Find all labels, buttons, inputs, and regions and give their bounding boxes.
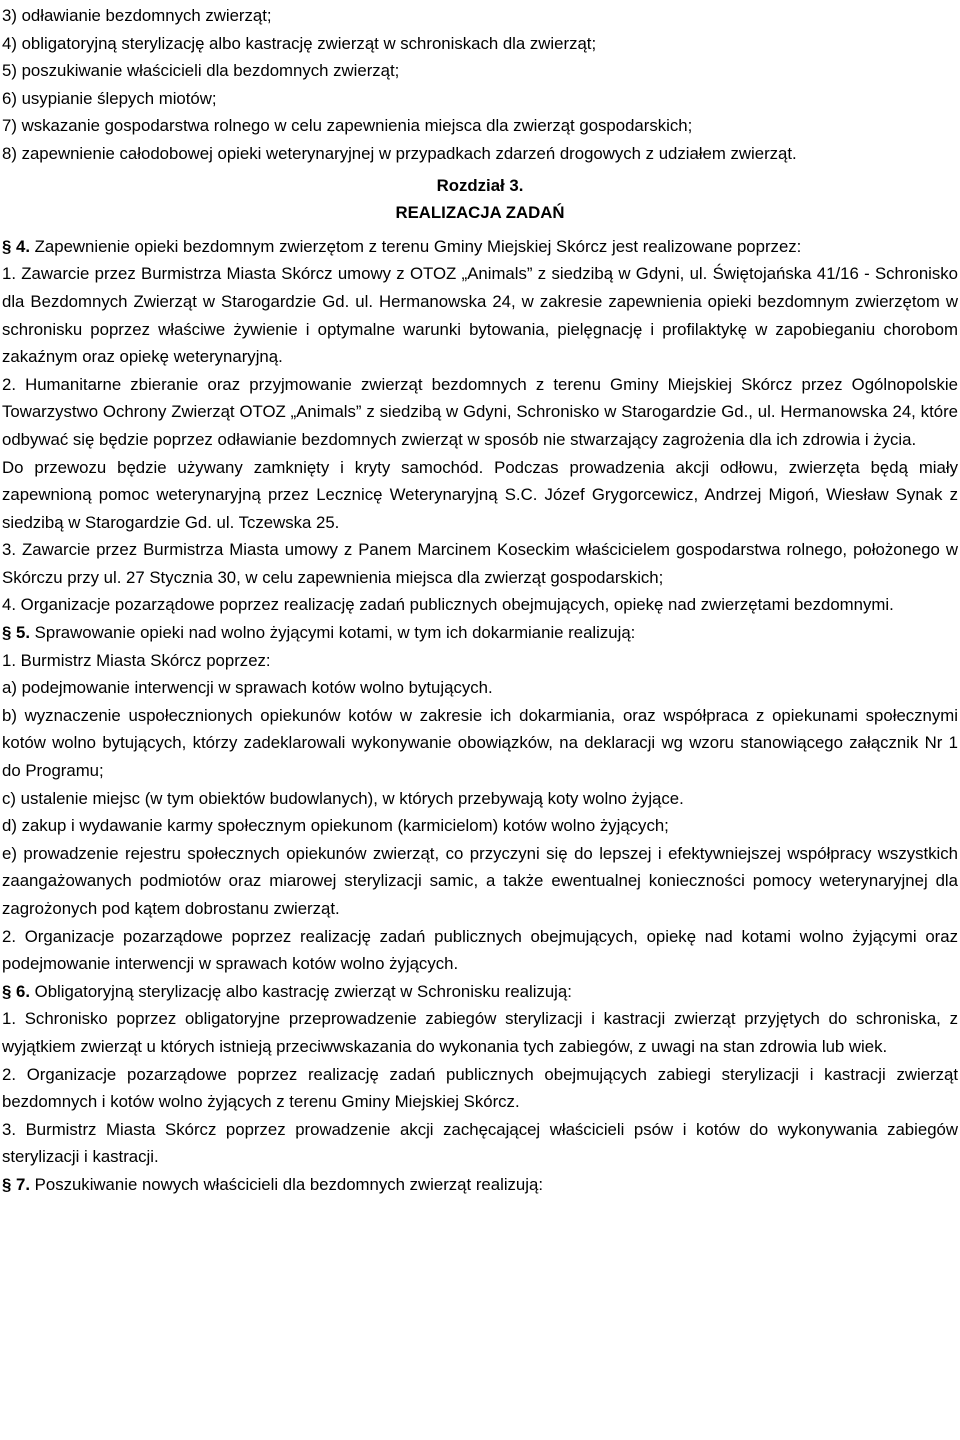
section-6-intro xyxy=(2,978,958,1006)
section-6-item-2: 2. Organizacje pozarządowe poprzez realizację zadań publicznych obejmujących zabiegi sterylizacji i kastracji zwierząt bezdomnych i kotów wolno żyjących z terenu Gminy Miejskiej Skórcz. xyxy=(2,1064,958,1112)
section-5-intro-text: Sprawowanie opieki nad wolno żyjącymi kotami, w tym ich dokarmianie realizują: xyxy=(34,623,636,643)
section-5-item-a: a) podejmowanie interwencji w sprawach kotów wolno bytujących. xyxy=(2,678,493,698)
list-item-5: 5) poszukiwanie właścicieli dla bezdomnych zwierząt; xyxy=(2,61,400,81)
section-4-item-2: 2. Humanitarne zbieranie oraz przyjmowanie zwierząt bezdomnych z terenu Gminy Miejskiej Skórcz przez Ogólnopolskie Towarzystwo Ochrony Zwierząt OTOZ „Animals” z siedzibą w Gdyni, Schronisko w Starogardzie Gd., ul. Hermanowska 24, które odbywać się będzie poprzez odławianie bezdomnych zwierząt w sposób nie stwarzający zagrożenia dla ich zdrowia i życia. xyxy=(2,374,958,449)
section-6-item-1: 1. Schronisko poprzez obligatoryjne przeprowadzenie zabiegów sterylizacji i kastracji zwierząt przyjętych do schroniska, z wyjątkiem zwierząt u których istnieją przeciwwskazania do wykonania tych zabiegów, z uwagi na stan zdrowia lub wiek. xyxy=(2,1009,958,1056)
list-item-3: 3) odławianie bezdomnych zwierząt; xyxy=(2,6,272,25)
section-7-intro xyxy=(2,1171,958,1199)
list-item-6: 6) usypianie ślepych miotów; xyxy=(2,88,217,108)
list-item-4: 4) obligatoryjną sterylizację albo kastrację zwierząt w schroniskach dla zwierząt; xyxy=(2,33,597,53)
section-5-item-b: b) wyznaczenie uspołecznionych opiekunów kotów w zakresie ich dokarmiania, oraz współpraca z opiekunami społecznymi kotów wolno bytujących, którzy zadeklarowali wykonywanie obowiązków, na deklaracji wg wzoru stanowiącego załącznik Nr 1 do Programu; xyxy=(2,705,958,781)
section-5-item-e: e) prowadzenie rejestru społecznych opiekunów zwierząt, co przyczyni się do lepszej i efektywniejszej współpracy wszystkich zaangażowanych podmiotów oraz miarowej sterylizacji samic, a także ewentualnej konieczności pomocy weterynaryjnej dla zagrożonych pod kątem dobrostanu zwierząt. xyxy=(2,843,958,918)
section-6-item-3: 3. Burmistrz Miasta Skórcz poprzez prowadzenie akcji zachęcającej właścicieli psów i kotów do wykonywania zabiegów sterylizacji i kastracji. xyxy=(2,1119,958,1167)
section-5-item-2: 2. Organizacje pozarządowe poprzez realizację zadań publicznych obejmujących, opiekę nad kotami wolno żyjącymi oraz podejmowanie interwencji w sprawach kotów wolno żyjących. xyxy=(2,926,958,974)
section-7-intro-text: Poszukiwanie nowych właścicieli dla bezdomnych zwierząt realizują: xyxy=(34,1174,543,1194)
section-6-mark: § 6. xyxy=(2,981,30,1001)
list-item-8: 8) zapewnienie całodobowej opieki weterynaryjnej w przypadkach zdarzeń drogowych z udziałem zwierząt. xyxy=(2,143,797,163)
section-7-mark: § 7. xyxy=(2,1174,30,1194)
section-4-item-4: 4. Organizacje pozarządowe poprzez realizację zadań publicznych obejmujących, opiekę nad zwierzętami bezdomnymi. xyxy=(2,595,894,615)
section-4-item-1: 1. Zawarcie przez Burmistrza Miasta Skórcz umowy z OTOZ „Animals” z siedzibą w Gdyni, ul. Świętojańska 41/16 - Schronisko dla Bezdomnych Zwierząt w Starogardzie Gd. ul. Hermanowska 24, w zakresie zapewnienia opieki bezdomnym zwierzętom w schronisku poprzez właściwe żywienie i optymalne warunki bytowania, pielęgnację i profilaktykę w zapobieganiu chorobom zakaźnym oraz opiekę weterynaryjną. xyxy=(2,264,958,367)
section-5-item-c: c) ustalenie miejsc (w tym obiektów budowlanych), w których przebywają koty wolno żyjące. xyxy=(2,788,684,808)
document-page xyxy=(0,2,960,1440)
section-4-item-2-continued: Do przewozu będzie używany zamknięty i kryty samochód. Podczas prowadzenia akcji odłowu, zwierzęta będą miały zapewnioną pomoc weterynaryjną przez Lecznicę Weterynaryjną S.C. Józef Grygorcewicz, Andrzej Migoń, Wiesław Synak z siedzibą w Starogardzie Gd. ul. Tczewska 25. xyxy=(2,457,958,532)
section-5-mark: § 5. xyxy=(2,623,30,643)
section-5-intro xyxy=(2,619,958,647)
section-4-intro xyxy=(2,233,958,261)
chapter-title: REALIZACJA ZADAŃ xyxy=(395,203,565,223)
section-5-item-1: 1. Burmistrz Miasta Skórcz poprzez: xyxy=(2,650,271,670)
section-5-item-d: d) zakup i wydawanie karmy społecznym opiekunom (karmicielom) kotów wolno żyjących; xyxy=(2,816,669,836)
section-4-intro-text: Zapewnienie opieki bezdomnym zwierzętom z terenu Gminy Miejskiej Skórcz jest realizowane poprzez: xyxy=(34,236,802,256)
section-4-mark: § 4. xyxy=(2,236,30,256)
section-6-intro-text: Obligatoryjną sterylizację albo kastrację zwierząt w Schronisku realizują: xyxy=(34,981,572,1001)
section-4-item-3: 3. Zawarcie przez Burmistrza Miasta umowy z Panem Marcinem Koseckim właścicielem gospodarstwa rolnego, położonego w Skórczu przy ul. 27 Stycznia 30, w celu zapewnienia miejsca dla zwierząt gospodarskich; xyxy=(2,540,958,587)
list-item-7: 7) wskazanie gospodarstwa rolnego w celu zapewnienia miejsca dla zwierząt gospodarskich; xyxy=(2,116,693,136)
chapter-number: Rozdział 3. xyxy=(436,175,524,195)
